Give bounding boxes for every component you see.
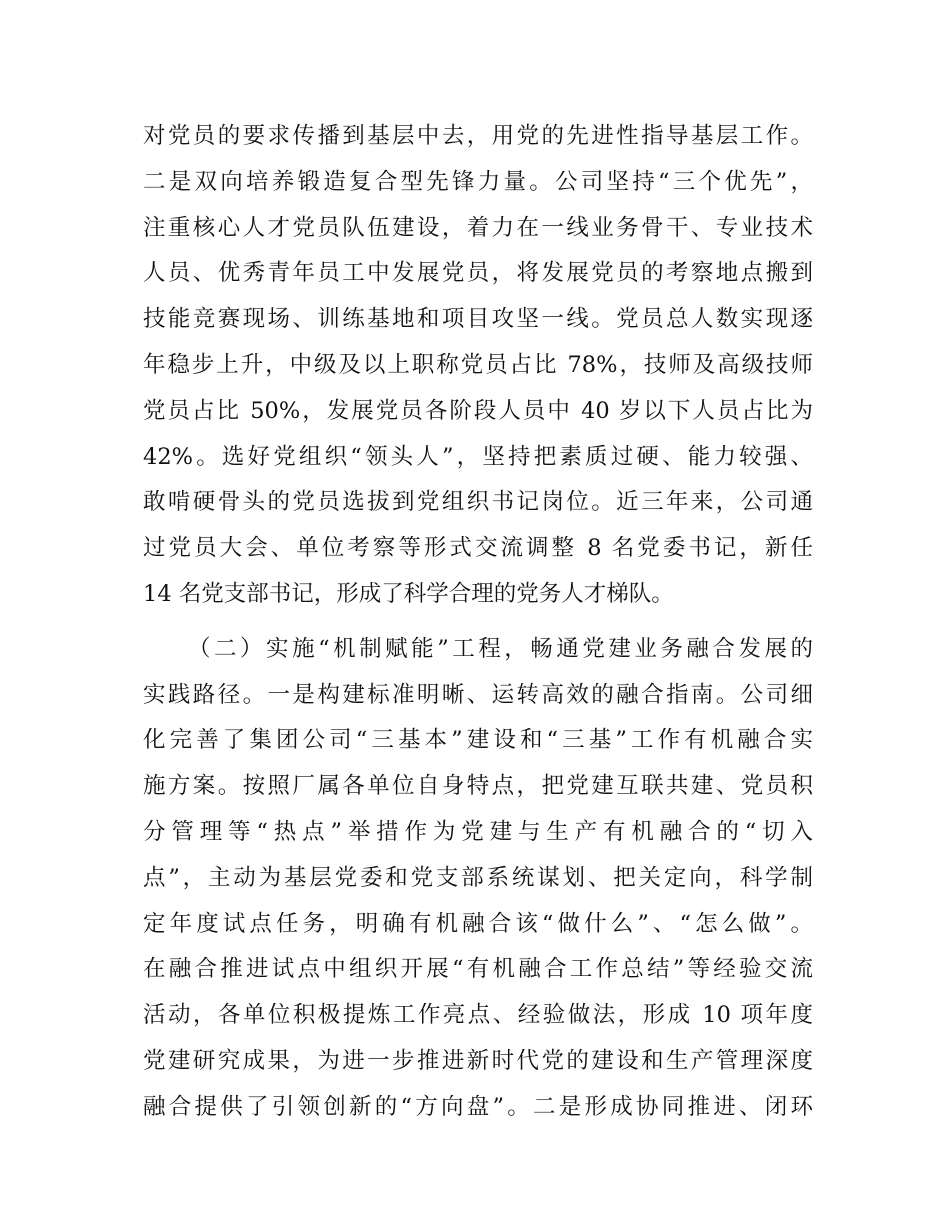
text-line: 对党员的要求传播到基层中去，用党的先进性指导基层工作。: [143, 123, 813, 149]
text-line: 实践路径。一是构建标准明晰、运转高效的融合指南。公司细: [143, 681, 813, 708]
paragraph-1: [143, 114, 813, 618]
text-line: 定年度试点任务，明确有机融合该“做什么”、“怎么做”。: [143, 910, 813, 937]
text-line: 在融合推进试点中组织开展“有机融合工作总结”等经验交流: [143, 956, 813, 983]
text-line: 党建研究成果，为进一步推进新时代党的建设和生产管理深度: [143, 1047, 813, 1074]
text-line: 技能竞赛现场、训练基地和项目攻坚一线。党员总人数实现逐: [143, 306, 813, 333]
text-line: 融合提供了引领创新的“方向盘”。二是形成协同推进、闭环: [143, 1093, 813, 1120]
document-body: [143, 114, 813, 1131]
text-line: 注重核心人才党员队伍建设，着力在一线业务骨干、专业技术: [143, 214, 813, 241]
text-line: 过党员大会、单位考察等形式交流调整 8 名党委书记，新任: [143, 535, 813, 562]
text-line: 施方案。按照厂属各单位自身特点，把党建互联共建、党员积: [143, 773, 813, 800]
text-line: 42%。选好党组织“领头人”，坚持把素质过硬、能力较强、: [143, 443, 813, 470]
paragraph-gap: [143, 618, 813, 627]
paragraph-2: [143, 627, 813, 1131]
text-line: 二是双向培养锻造复合型先锋力量。公司坚持“三个优先”，: [143, 168, 813, 195]
text-line: 14 名党支部书记，形成了科学合理的党务人才梯队。: [143, 580, 674, 607]
text-line: 化完善了集团公司“三基本”建设和“三基”工作有机融合实: [143, 727, 813, 754]
text-line: （二）实施“机制赋能”工程，畅通党建业务融合发展的: [188, 635, 813, 662]
text-line: 活动，各单位积极提炼工作亮点、经验做法，形成 10 项年度: [143, 1002, 813, 1029]
text-line: 党员占比 50%，发展党员各阶段人员中 40 岁以下人员占比为: [143, 397, 813, 424]
text-line: 年稳步上升，中级及以上职称党员占比 78%，技师及高级技师: [143, 351, 813, 378]
text-line: 分管理等“热点”举措作为党建与生产有机融合的“切入: [143, 818, 813, 845]
text-line: 人员、优秀青年员工中发展党员，将发展党员的考察地点搬到: [143, 260, 813, 287]
text-line: 点”，主动为基层党委和党支部系统谋划、把关定向，科学制: [143, 864, 813, 891]
text-line: 敢啃硬骨头的党员选拔到党组织书记岗位。近三年来，公司通: [143, 489, 813, 516]
